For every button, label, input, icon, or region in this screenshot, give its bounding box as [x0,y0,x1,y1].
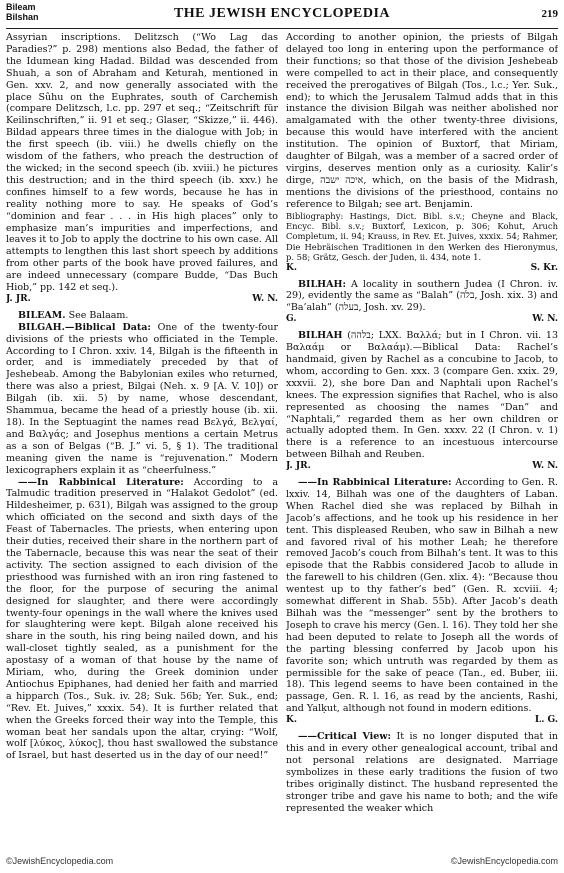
paragraph-text: According to another opinion, the priests of Bilgah delayed too long in entering upon the performance of their functions; so that those of the division Jeshebeab were compelled to act in their place, and consequently received the prerogatives of Bilgah (Tos., l.c.; Yer. Suk., end); to which the Jerusalem Talmud adds that in this instance the division Bilgah was neither abolished nor amalgamated with the other twenty-three divisions, because this would have interfered with the ancient institution. The opinion of Buxtorf, that Miriam, daughter of Bilgah, was a member of a sacred order of virgins, deserves mention only as a curiosity. Kalir’s dirge, איכה ישבה, which, on the basis of the Midrash, mentions the divisions of the priesthood, contains no reference to Bilgah; see art. Benjamin. [286,32,558,210]
running-head-first: Bileam [6,2,36,12]
author-initials-right: W. N. [532,314,558,325]
article-paragraph [6,32,278,294]
paragraph-text: According to a Talmudic tradition preserved in “Halakot Gedolot” (ed. Hildesheimer, p. 631), Bilgah was assigned to the group which officiated on the second and sixth days of the Feast of Tabernacles. The priests, when entering upon their duties, received their share in the northern part of the Tabernacle, because this was near the seat of their activity. The section assigned to each division of the priesthood was furnished with an iron ring fastened to the floor, for the purpose of securing the animal designed for slaughter, and there were accordingly twenty-four openings in the wall where the knives used for slaughtering were kept. Bilgah alone received his share in the south, his ring being nailed down, and his wall-closet tightly sealed, as a punishment for the apostasy of a woman of that house by the name of Miriam, who, during the Greek dominion under Antiochus Epiphanes, had denied her faith and married a hipparch (Tos., Suk. iv. 28; Suk. 56b; Yer. Suk., end; “Rev. Et. Juives,” xxxix. 54). It is further related that when the Greeks forced their way into the Temple, this woman beat her sandals upon the altar, crying: “Wolf, wolf [λύκος, λύκος], thou hast swallowed the substance of Israel, but hast deserted us in the day of our need!” [6,476,278,762]
section-heading: ——Critical View: [298,731,392,743]
article-paragraph [6,310,278,322]
page-number: 219 [541,8,558,20]
paragraph-text: See Balaam. [65,309,129,321]
author-initials-left: K. [286,262,297,273]
article-paragraph [6,477,278,763]
author-initials-left: K. [286,715,297,726]
signature-line [286,314,558,326]
signature-line [6,294,278,306]
publication-title: THE JEWISH ENCYCLOPEDIA [173,6,391,21]
footer-copyright-left[interactable]: ©JewishEncyclopedia.com [6,856,114,866]
author-initials-right: W. N. [532,461,558,472]
author-initials-left: J. JR. [6,293,31,304]
article-paragraph [286,279,558,315]
author-initials-right: L. G. [534,715,558,726]
section-heading: ——In Rabbinical Literature: [298,477,452,489]
author-initials-left: J. JR. [286,461,311,472]
right-column [286,32,558,847]
paragraph-text: One of the twenty-four divisions of the priests who officiated in the Temple. According to I Chron. xxiv. 14, Bilgah is the fifteenth in order, and is immediately preceded by that of Jeshebeab. Among the Babylonian exiles who returned, there was also a priest, Bilgai (Neh. x. 9 [A. V. 10]) or Bilgah (ib. xii. 5) by name, whose descendant, Shammua, became the head of a priestly house (ib. xii. 18). In the Septuagint the names read Βελγά, Βελγαί, and Βαλγάς; and Josephus mentions a certain Metrus as a son of Belgas (“B. J.” vi. 5, § 1). The traditional meaning given the name is “rejuvenation.” Modern lexicographers explain it as “cheerfulness.” [6,321,278,476]
author-initials-right: S. Kr. [530,262,558,273]
paragraph-text: According to Gen. R. lxxiv. 14, Bilhah was one of the daughters of Laban. When Rachel died she was replaced by Bilhah in Jacob’s affections, and he took up his residence in her tent. This displeased Reuben, who saw in Bilhah a new and favored rival of his mother Leah; he therefore removed Jacob’s couch from Bilhah’s tent. It was to this episode that the Rabbis considered Jacob to allude in the farewell to his children (Gen. xlix. 4): “Because thou wentest up to thy father’s bed” (Gen. R. xcviii. 4; somewhat different in Shab. 55b). After Jacob’s death Bilhah was the “messenger” sent by the brothers to Joseph to crave his mercy (Gen. l. 16). They told her she had been deputed to relate to Joseph all the words of the parting blessing conferred by Jacob upon his favorite son; which untruth was regarded by them as permissible for the sake of peace (Tan., ed. Buber, iii. 18). This legend seems to have been contained in the passage, Gen. R. l. 16, as read by the ancients, Rashi, and Yalḳut, although not found in modern editions. [286,477,558,715]
entry-title: BILEAM. [18,309,66,321]
running-head-last: Bilshan [6,12,39,22]
page-footer [6,852,558,870]
article-paragraph [286,477,558,715]
section-heading: ——In Rabbinical Literature: [18,476,184,488]
page-header [6,2,558,29]
signature-line [286,263,558,275]
signature-line [286,715,558,727]
article-paragraph [286,731,558,814]
bibliography [286,211,558,263]
article-paragraph [286,32,558,211]
paragraph-text: Bibliography: Hastings, Dict. Bibl. s.v.; Cheyne and Black, Encyc. Bibl. s.v.; Buxtorf, Lexicon, p. 306; Kohut, Aruch Completum, ii. 94; Krauss, in Rev. Et. Juives, xxxix. 54; Rahmer, Die Hebräischen Traditionen in den Werken des Hieronymus, p. 58; Grätz, Gesch. der Juden, ii. 434, note 1. [286,210,558,263]
paragraph-text: (בלהה; LXX. Βαλλά; but in I Chron. vii. 13 Βαλαάμ or Βαλαάμ).—Biblical Data: Rachel’s handmaid, given by Rachel as a concubine to Jacob, to whom, according to Gen. xxx. 3 (compare Gen. xxix. 29, xxxvii. 2), she bore Dan and Naphtali upon Rachel’s knees. The expression signifies that Rachel, who is also represented as choosing the names “Dan” and “Naphtali,” regarded them as her own children or actually adopted them. In Gen. xxxv. 22 (I Chron. v. 1) there is a reference to an incestuous intercourse between Bilhah and Reuben. [286,330,558,461]
left-column [6,32,278,847]
author-initials-left: G. [286,314,297,325]
footer-copyright-right[interactable]: ©JewishEncyclopedia.com [450,856,558,866]
entry-title: BILGAH.—Biblical Data: [18,321,151,333]
entry-title: BILHAH [298,330,343,342]
paragraph-text: It is no longer disputed that in this and in every other genealogical account, tribal and not personal relations are designated. Marriage symbolizes in these early traditions the fusion of two tribes originally distinct. The husband represented the stronger tribe and gave his name to both; and the wife represented the weaker which [286,731,558,814]
paragraph-text: Assyrian inscriptions. Delitzsch (“Wo Lag das Paradies?” p. 298) mentions also Bedad, the father of the Idumean king Hadad. Bildad was descended from Shuah, a son of Abraham and Keturah, mentioned in Gen. xxv. 2, and now generally associated with the place Sûhu on the Euphrates, south of Carchemish (compare Delitzsch, l.c. pp. 297 et seq.; “Zeitschrift für Keilinschriften,” ii. 91 et seq.; Glaser, “Skizze,” ii. 446). Bildad appears three times in the dialogue with Job; in the first speech (ib. viii.) he dwells chiefly on the wisdom of the fathers, who preach the destruction of the wicked; in the second speech (ib. xviii.) he pictures this destruction; and in the third speech (ib. xxv.) he confines himself to a few words, because he has in reality nothing more to say. He speaks of God’s “dominion and fear . . . in His high places” only to emphasize man’s impurities and imperfections, and leaves it to Job to apply the doctrine to his own case. All attempts to lengthen this last short speech by additions from other parts of the book have proved failures, and are indeed unnecessary (compare Budde, “Das Buch Hiob,” pp. 142 et seq.). [6,32,278,294]
entry-title: BILHAH: [298,278,346,290]
article-paragraph [286,330,558,461]
signature-line [286,461,558,473]
author-initials-right: W. N. [252,293,278,304]
article-paragraph [6,322,278,477]
paragraph-text: A locality in southern Judea (I Chron. iv. 29), evidently the same as “Balah” (בלה, Josh. xix. 3) and “Ba’alah” (בעלה, Josh. xv. 29). [286,278,558,314]
